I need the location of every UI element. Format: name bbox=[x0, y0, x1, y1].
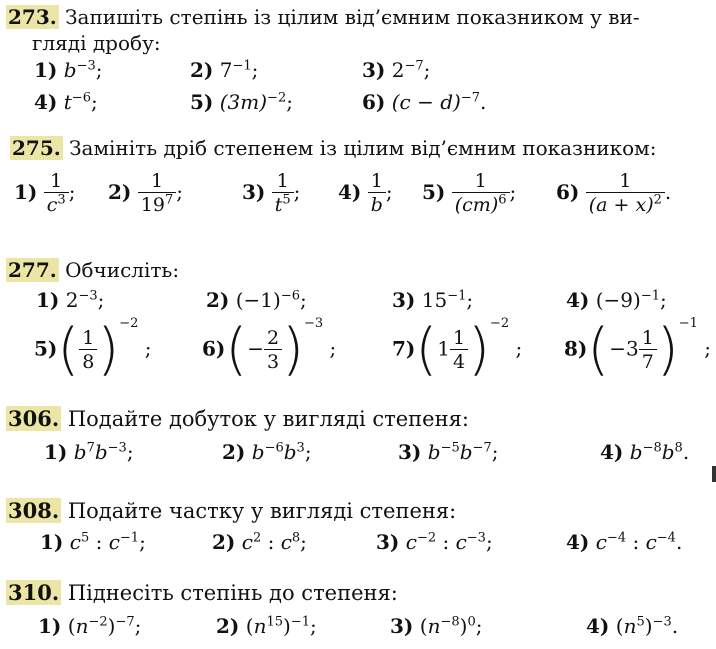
task-item: 3) $\frac{1}{t^5}$ ; bbox=[242, 170, 301, 216]
exercise-text: Обчисліть: bbox=[65, 258, 180, 282]
task-item: 7)(1 $\frac{1}{4}$ )$^{-2}$ ; bbox=[392, 316, 523, 382]
exercise-text: Піднесіть степінь до степеня: bbox=[67, 581, 398, 605]
page-edge-mark bbox=[712, 466, 716, 482]
task-item: 5) $\frac{1}{(cm)^6}$ ; bbox=[422, 170, 517, 216]
exercise-275-title bbox=[10, 135, 656, 161]
exercise-text: Подайте частку у вигляді степеня: bbox=[67, 499, 457, 523]
exercise-number: 277. bbox=[8, 258, 57, 282]
task-item: 3) $b^{-5}b^{-7}$; bbox=[398, 440, 499, 464]
task-item: 3) $2^{-7}$; bbox=[362, 58, 431, 82]
task-item: 2) $(-1)^{-6}$; bbox=[206, 288, 307, 312]
task-item: 2) $7^{-1}$; bbox=[190, 58, 259, 82]
task-item: 1) $b^7b^{-3}$; bbox=[44, 440, 134, 464]
task-item: 1) $(n^{-2})^{-7}$; bbox=[38, 614, 142, 638]
task-item: 4) $(n^5)^{-3}$. bbox=[586, 614, 679, 638]
task-item: 6)(− $\frac{2}{3}$ )$^{-3}$ ; bbox=[202, 316, 337, 382]
exercise-277-title bbox=[6, 257, 179, 283]
exercise-306-title bbox=[6, 406, 469, 432]
exercise-number: 306. bbox=[8, 406, 60, 431]
task-item: 2) $b^{-6}b^3$; bbox=[222, 440, 312, 464]
exercise-text: Запишіть степінь із цілим від’ємним показником у ви- bbox=[65, 5, 640, 29]
task-item: 2) $\frac{1}{19^7}$ ; bbox=[108, 170, 183, 216]
task-item: 6) $\frac{1}{(a + x)^2}$ . bbox=[556, 170, 672, 216]
exercise-308-title bbox=[6, 498, 456, 524]
task-item: 4) $(-9)^{-1}$; bbox=[566, 288, 667, 312]
exercise-273-title-cont bbox=[32, 30, 161, 56]
exercise-text: Подайте добуток у вигляді степеня: bbox=[67, 407, 469, 431]
task-item: 4) $b^{-8}b^8$. bbox=[600, 440, 690, 464]
exercise-text: Замініть дріб степенем із цілим від’ємним показником: bbox=[69, 136, 657, 160]
task-item: 1) $\frac{1}{c^3}$ ; bbox=[14, 170, 76, 216]
task-item: 4) $c^{-4}$ : $c^{-4}$. bbox=[566, 530, 683, 554]
exercise-number: 308. bbox=[8, 498, 60, 523]
task-item: 8)(−3 $\frac{1}{7}$ )$^{-1}$ ; bbox=[564, 316, 711, 382]
task-item: 2) $c^2$ : $c^8$; bbox=[212, 530, 307, 554]
task-item: 5) $(3m)^{-2}$; bbox=[190, 90, 293, 114]
task-item: 5)( $\frac{1}{8}$ )$^{-2}$ ; bbox=[34, 316, 152, 382]
task-item: 4) $t^{-6}$; bbox=[34, 90, 98, 114]
task-item: 3) $15^{-1}$; bbox=[392, 288, 474, 312]
task-item: 6) $(c - d)^{-7}$. bbox=[362, 90, 487, 114]
exercise-number: 273. bbox=[8, 5, 57, 29]
task-item: 3) $(n^{-8})^0$; bbox=[390, 614, 483, 638]
exercise-310-title bbox=[6, 580, 398, 606]
task-item: 1) $b^{-3}$; bbox=[34, 58, 103, 82]
exercise-text: гляді дробу: bbox=[32, 31, 161, 55]
task-item: 3) $c^{-2}$ : $c^{-3}$; bbox=[376, 530, 493, 554]
exercise-number: 275. bbox=[12, 136, 61, 160]
task-item: 1) $2^{-3}$; bbox=[36, 288, 105, 312]
exercise-273-title bbox=[6, 4, 640, 30]
task-item: 2) $(n^{15})^{-1}$; bbox=[216, 614, 317, 638]
task-item: 4) $\frac{1}{b}$ ; bbox=[338, 170, 393, 216]
task-item: 1) $c^5$ : $c^{-1}$; bbox=[40, 530, 146, 554]
exercise-number: 310. bbox=[8, 580, 60, 605]
